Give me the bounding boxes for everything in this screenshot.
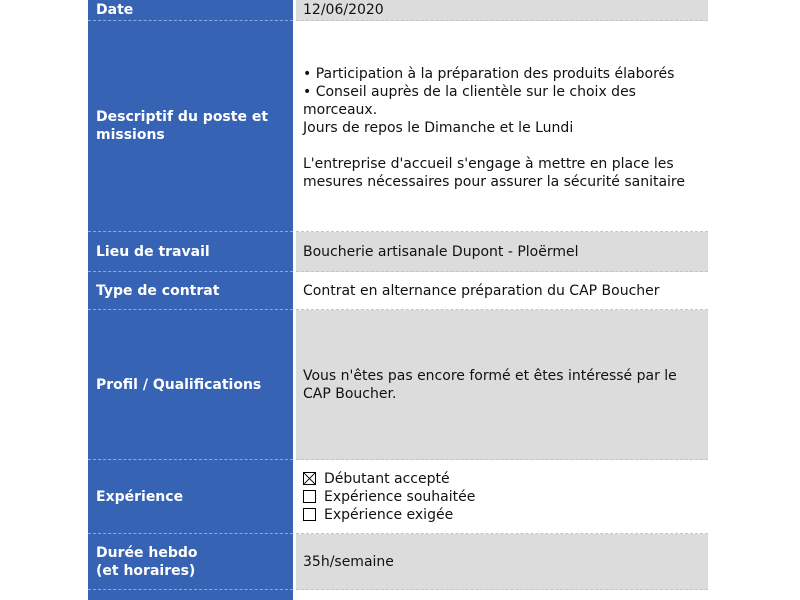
experience-option-exigee[interactable] [303, 506, 475, 524]
checkbox-icon[interactable] [303, 490, 316, 503]
contrat-label: Type de contrat [88, 272, 293, 310]
duree-label [88, 534, 293, 590]
descriptif-value [296, 21, 708, 232]
experience-option-label: Expérience souhaitée [324, 488, 476, 505]
row-experience [88, 460, 708, 534]
descriptif-missions: • Participation à la préparation des produits élaborés • Conseil auprès de la clientèle sur le choix des morceaux. Jours de repos le Dimanche et le Lundi [303, 66, 675, 136]
row-profil [88, 310, 708, 460]
checkbox-icon[interactable] [303, 508, 316, 521]
experience-option-debutant[interactable] [303, 470, 475, 488]
descriptif-label: Descriptif du poste et missions [88, 21, 293, 232]
experience-label: Expérience [88, 460, 293, 534]
experience-option-label: Expérience exigée [324, 506, 454, 523]
lieu-label: Lieu de travail [88, 232, 293, 272]
profil-value: Vous n'êtes pas encore formé et êtes intéressé par le CAP Boucher. [296, 310, 708, 460]
experience-option-label: Débutant accepté [324, 470, 450, 487]
row-duree [88, 534, 708, 590]
duree-value: 35h/semaine [296, 534, 708, 590]
experience-options [296, 460, 708, 534]
duree-label-line2: (et horaires) [96, 562, 196, 579]
row-next [88, 590, 708, 600]
row-lieu [88, 232, 708, 272]
date-value: 12/06/2020 [296, 0, 708, 21]
duree-label-line1: Durée hebdo [96, 544, 198, 561]
lieu-value: Boucherie artisanale Dupont - Ploërmel [296, 232, 708, 272]
next-label [88, 590, 293, 600]
descriptif-securite: L'entreprise d'accueil s'engage à mettre en place les mesures nécessaires pour assurer la sécurité sanitaire [303, 156, 685, 190]
date-label: Date [88, 0, 293, 21]
next-value [296, 590, 708, 600]
profil-label: Profil / Qualifications [88, 310, 293, 460]
contrat-value: Contrat en alternance préparation du CAP Boucher [296, 272, 708, 310]
checkbox-checked-icon[interactable] [303, 472, 316, 485]
row-date [88, 0, 708, 21]
row-descriptif [88, 21, 708, 232]
row-contrat [88, 272, 708, 310]
experience-option-souhaitee[interactable] [303, 488, 475, 506]
job-offer-table [88, 0, 708, 600]
